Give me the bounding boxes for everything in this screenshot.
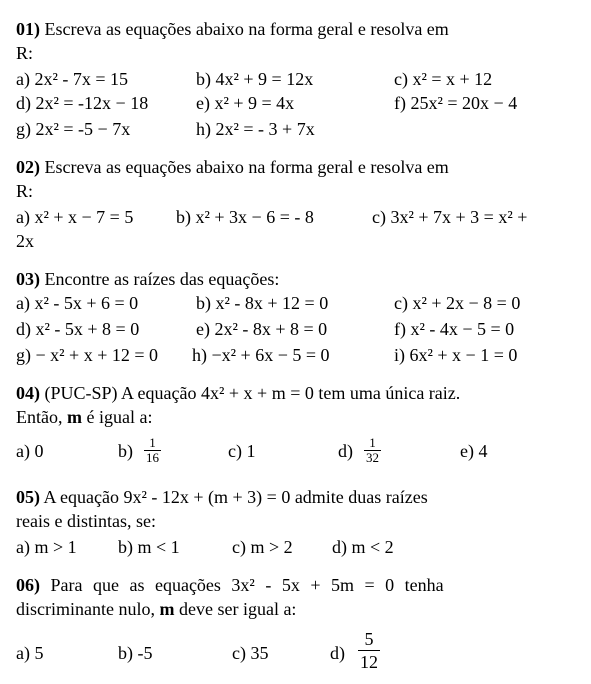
q03-item-i: i) 6x² + x − 1 = 0 [394, 345, 518, 365]
q05-option-d: d) m < 2 [332, 537, 394, 557]
q02-item-c: c) 3x² + 7x + 3 = x² + [372, 207, 528, 227]
q01-statement-cont: R: [16, 43, 34, 63]
q04-option-b-fraction [144, 436, 161, 465]
q02-statement [16, 156, 449, 178]
q06-option-c: c) 35 [232, 643, 269, 663]
q04-statement [16, 382, 460, 404]
q06-option-a: a) 5 [16, 643, 44, 663]
q03-item-g: g) − x² + x + 12 = 0 [16, 345, 158, 365]
q03-item-e: e) 2x² - 8x + 8 = 0 [196, 319, 328, 339]
q01-item-f: f) 25x² = 20x − 4 [394, 93, 518, 113]
q03-text: Encontre as raízes das equações: [44, 269, 280, 289]
q02-number: 02) [16, 157, 40, 177]
q05-option-c: c) m > 2 [232, 537, 293, 557]
q06-statement [16, 574, 444, 596]
q01-text: Escreva as equações abaixo na forma geral e resolva em [44, 19, 449, 39]
q06-option-d-fraction [358, 628, 380, 673]
q01-item-d: d) 2x² = -12x − 18 [16, 93, 149, 113]
q01-item-g: g) 2x² = -5 − 7x [16, 119, 131, 139]
q03-item-f: f) x² - 4x − 5 = 0 [394, 319, 515, 339]
q06-text2-pre: discriminante nulo, [16, 599, 155, 619]
q06-option-d-numerator: 5 [364, 629, 374, 649]
q03-statement [16, 268, 279, 290]
q02-item-b: b) x² + 3x − 6 = - 8 [176, 207, 314, 227]
q04-option-d-fraction [364, 436, 381, 465]
q04-statement-cont [16, 406, 152, 428]
q01-number: 01) [16, 19, 40, 39]
q05-option-b: b) m < 1 [118, 537, 180, 557]
q02-text: Escreva as equações abaixo na forma geral e resolva em [44, 157, 449, 177]
q04-number: 04) [16, 383, 40, 403]
q03-item-a: a) x² - 5x + 6 = 0 [16, 293, 139, 313]
q01-item-e: e) x² + 9 = 4x [196, 93, 295, 113]
q04-option-c: c) 1 [228, 441, 256, 461]
q03-item-b: b) x² - 8x + 12 = 0 [196, 293, 329, 313]
q01-item-a: a) 2x² - 7x = 15 [16, 69, 129, 89]
q03-number: 03) [16, 269, 40, 289]
q05-option-a: a) m > 1 [16, 537, 77, 557]
q02-item-a: a) x² + x − 7 = 5 [16, 207, 134, 227]
q02-item-c-tail: 2x [16, 231, 34, 251]
q05-statement-cont: reais e distintas, se: [16, 511, 156, 531]
q05-text: A equação 9x² - 12x + (m + 3) = 0 admite duas raízes [43, 487, 428, 507]
q06-statement-cont [16, 598, 296, 620]
q04-text: (PUC-SP) A equação 4x² + x + m = 0 tem uma única raiz. [44, 383, 461, 403]
q01-item-c: c) x² = x + 12 [394, 69, 493, 89]
q06-option-d-label: d) [330, 643, 345, 663]
q06-text: Para que as equações 3x² - 5x + 5m = 0 tenha [50, 575, 444, 595]
q03-item-c: c) x² + 2x − 8 = 0 [394, 293, 521, 313]
q05-number: 05) [16, 487, 40, 507]
q02-statement-cont: R: [16, 181, 34, 201]
q01-item-b: b) 4x² + 9 = 12x [196, 69, 314, 89]
q06-text2-post: deve ser igual a: [178, 599, 297, 619]
q03-item-d: d) x² - 5x + 8 = 0 [16, 319, 140, 339]
q01-item-h: h) 2x² = - 3 + 7x [196, 119, 315, 139]
q04-option-b-label: b) [118, 441, 133, 461]
q05-statement [16, 486, 428, 508]
q04-option-a: a) 0 [16, 441, 44, 461]
q04-option-b-denominator: 16 [146, 450, 159, 465]
q06-number: 06) [16, 575, 40, 595]
q04-option-e: e) 4 [460, 441, 488, 461]
q06-variable-m: m [159, 599, 175, 619]
q01-statement [16, 18, 449, 40]
q04-option-d-label: d) [338, 441, 353, 461]
q04-text2-post: é igual a: [86, 407, 153, 427]
q04-option-d-denominator: 32 [366, 450, 379, 465]
q04-option-d-numerator: 1 [369, 435, 376, 450]
q04-variable-m: m [67, 407, 82, 427]
q04-text2-pre: Então, [16, 407, 63, 427]
q06-option-b: b) -5 [118, 643, 153, 663]
q03-item-h: h) −x² + 6x − 5 = 0 [192, 345, 330, 365]
q06-option-d-denominator: 12 [360, 652, 378, 672]
q04-option-b-numerator: 1 [149, 435, 156, 450]
